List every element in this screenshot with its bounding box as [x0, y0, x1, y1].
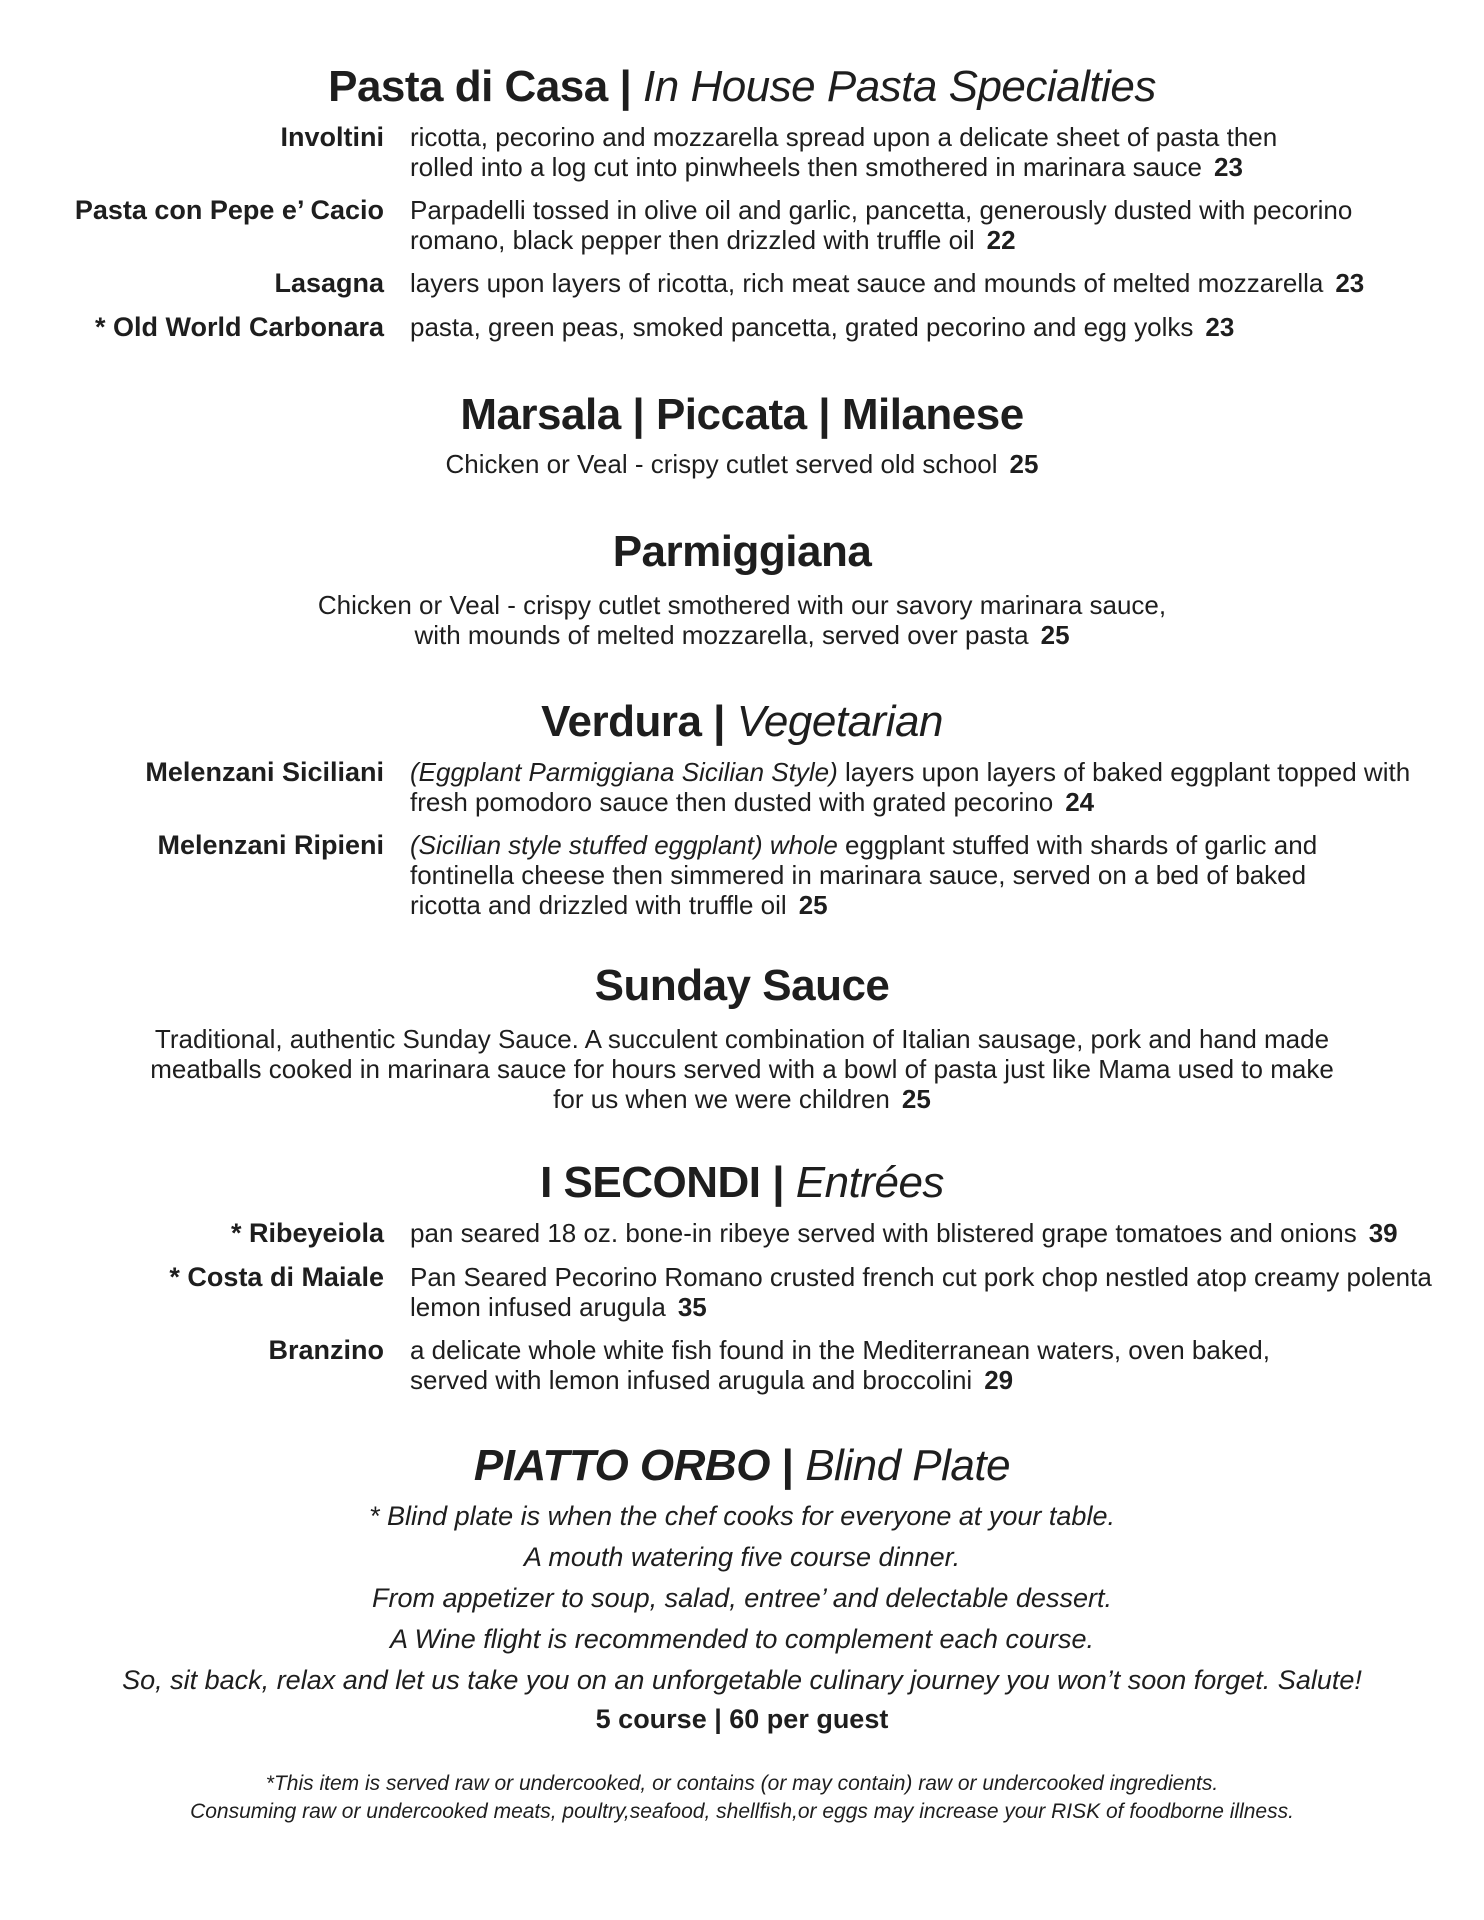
item-name: Involtini	[280, 122, 384, 152]
description-line: for us when we were children	[553, 1084, 890, 1114]
item-name: * Costa di Maiale	[169, 1262, 384, 1292]
italic-intro: (Sicilian style stuffed eggplant) whole	[410, 830, 838, 860]
section-subtitle-pasta: In House Pasta Specialties	[643, 62, 1156, 111]
item-description	[410, 830, 1317, 920]
item-price: 35	[677, 1292, 707, 1322]
description-line: Chicken or Veal - crispy cutlet smothered with our savory marinara sauce,	[317, 590, 1167, 620]
section-title-pasta	[0, 61, 1484, 113]
blind-plate-line: A Wine flight is recommended to complement each course.	[389, 1624, 1095, 1654]
item-description	[410, 268, 1364, 298]
item-name: Melenzani Siciliani	[145, 757, 384, 787]
item-price: 23	[1205, 312, 1235, 342]
title-separator: |	[619, 62, 632, 111]
item-price: 24	[1065, 787, 1095, 817]
description-line: pan seared 18 oz. bone-in ribeye served with blistered grape tomatoes and onions	[410, 1218, 1357, 1248]
raw-food-disclaimer	[0, 1770, 1484, 1826]
description-line-with-price	[410, 312, 1234, 342]
item-name: Pasta con Pepe e’ Cacio	[74, 195, 384, 225]
blind-plate-line: From appetizer to soup, salad, entree’ and delectable dessert.	[372, 1583, 1112, 1613]
item-price: 23	[1335, 268, 1365, 298]
item-price: 23	[1214, 152, 1243, 182]
blind-plate-line: A mouth watering five course dinner.	[523, 1542, 961, 1572]
section-title-secondi-main: I SECONDI	[540, 1158, 761, 1207]
description-line-with-price	[410, 1292, 1432, 1322]
sunday-sauce-description	[0, 1024, 1484, 1114]
title-separator: |	[772, 1158, 785, 1207]
section-title-verdura-main: Verdura	[541, 697, 702, 746]
description-line-with-price	[410, 1365, 1270, 1395]
description-line-with-price	[410, 1218, 1398, 1248]
section-subtitle-blind-plate: Blind Plate	[805, 1441, 1011, 1490]
description-line: with mounds of melted mozzarella, served over pasta	[414, 620, 1029, 650]
description-line-with-price	[410, 787, 1410, 817]
item-description	[410, 312, 1234, 342]
item-description	[410, 1335, 1270, 1395]
item-name: * Old World Carbonara	[94, 312, 384, 342]
description-line-with-price	[410, 152, 1277, 182]
description-line: meatballs cooked in marinara sauce for hours served with a bowl of pasta just like Mama used to make	[150, 1054, 1334, 1084]
item-price: 39	[1368, 1218, 1398, 1248]
item-description	[410, 1262, 1432, 1322]
description-line: ricotta, pecorino and mozzarella spread upon a delicate sheet of pasta then	[410, 122, 1278, 152]
item-name: Melenzani Ripieni	[157, 830, 384, 860]
item-description	[410, 195, 1352, 255]
description-line: a delicate whole white fish found in the Mediterranean waters, oven baked,	[410, 1335, 1270, 1365]
section-title-sunday-sauce: Sunday Sauce	[594, 961, 890, 1010]
section-title-parmiggiana: Parmiggiana	[612, 527, 872, 576]
description-line-with-price	[410, 268, 1364, 298]
blind-plate-line: * Blind plate is when the chef cooks for everyone at your table.	[369, 1501, 1115, 1531]
section-title-marsala: Marsala | Piccata | Milanese	[460, 390, 1024, 439]
disclaimer-line: Consuming raw or undercooked meats, poultry,seafood, shellfish,or eggs may increase your RISK of foodborne illness.	[190, 1800, 1294, 1823]
section-title-blind-plate-main: PIATTO ORBO	[473, 1441, 770, 1490]
description-line: Chicken or Veal - crispy cutlet served old school	[445, 449, 998, 479]
item-price: 25	[901, 1084, 931, 1114]
item-description	[410, 1218, 1398, 1248]
section-title-blind-plate	[0, 1440, 1484, 1492]
item-description	[410, 757, 1410, 817]
description-line-with-price	[410, 890, 1317, 920]
description-line: fontinella cheese then simmered in marinara sauce, served on a bed of baked	[410, 860, 1307, 890]
title-separator: |	[781, 1441, 794, 1490]
description-line: Traditional, authentic Sunday Sauce. A succulent combination of Italian sausage, pork and hand made	[154, 1024, 1330, 1054]
description-line: fresh pomodoro sauce then dusted with grated pecorino	[410, 787, 1054, 817]
blind-plate-line: So, sit back, relax and let us take you on an unforgetable culinary journey you won’t soon forget. Salute!	[122, 1665, 1362, 1695]
description-line	[410, 757, 1410, 787]
description-line: served with lemon infused arugula and broccolini	[410, 1365, 973, 1395]
item-price: 29	[984, 1365, 1014, 1395]
section-title-pasta-main: Pasta di Casa	[328, 62, 608, 111]
section-subtitle-secondi: Entrées	[795, 1158, 944, 1207]
item-price: 25	[1009, 449, 1039, 479]
section-subtitle-verdura: Vegetarian	[736, 697, 943, 746]
description-line: Parpadelli tossed in olive oil and garlic, pancetta, generously dusted with pecorino	[410, 195, 1353, 225]
description-line: rolled into a log cut into pinwheels then smothered in marinara sauce	[410, 152, 1203, 182]
description-line	[410, 830, 1317, 860]
italic-intro: (Eggplant Parmiggiana Sicilian Style)	[410, 757, 838, 787]
description-line-with-price	[0, 1084, 1484, 1114]
description-line-with-price	[0, 620, 1484, 650]
description-line: pasta, green peas, smoked pancetta, grated pecorino and egg yolks	[410, 312, 1194, 342]
description-line: layers upon layers of ricotta, rich meat sauce and mounds of melted mozzarella	[410, 268, 1324, 298]
description-line: lemon infused arugula	[410, 1292, 666, 1322]
title-separator: |	[713, 697, 725, 746]
description-line: romano, black pepper then drizzled with truffle oil	[410, 225, 975, 255]
item-name: Branzino	[268, 1335, 384, 1365]
marsala-description	[0, 449, 1484, 479]
item-description	[410, 122, 1277, 182]
parmiggiana-description	[0, 590, 1484, 650]
item-price: 22	[986, 225, 1016, 255]
description-text: layers upon layers of baked eggplant topped with	[837, 757, 1411, 787]
description-line: ricotta and drizzled with truffle oil	[410, 890, 787, 920]
description-line-with-price	[410, 225, 1352, 255]
blind-plate-description	[0, 1496, 1484, 1701]
item-name: Lasagna	[274, 268, 384, 298]
disclaimer-line: *This item is served raw or undercooked, or contains (or may contain) raw or undercooked ingredients.	[265, 1772, 1219, 1795]
item-price: 25	[1040, 620, 1070, 650]
description-line: Pan Seared Pecorino Romano crusted french cut pork chop nestled atop creamy polenta	[410, 1262, 1432, 1292]
section-title-secondi	[0, 1157, 1484, 1209]
item-name: * Ribeyeiola	[230, 1218, 384, 1248]
section-title-verdura	[0, 696, 1484, 748]
description-text: eggplant stuffed with shards of garlic and	[837, 830, 1318, 860]
blind-plate-price: 5 course | 60 per guest	[595, 1704, 889, 1734]
item-price: 25	[798, 890, 828, 920]
